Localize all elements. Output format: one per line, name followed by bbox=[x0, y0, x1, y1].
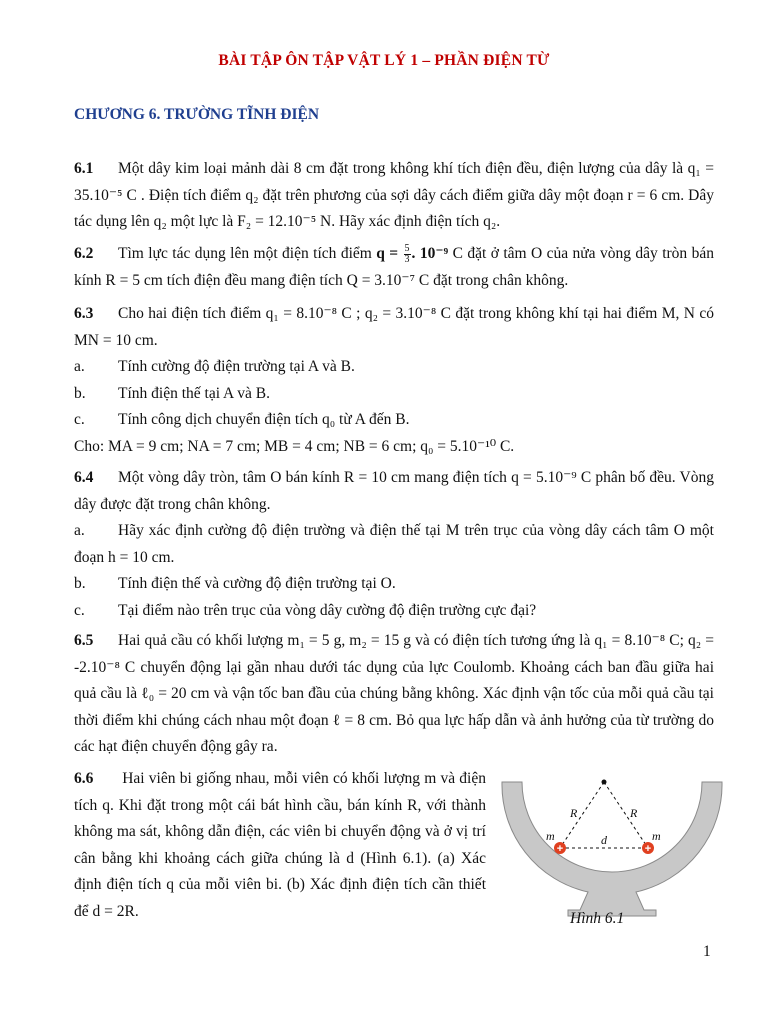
plus-right-label: + bbox=[644, 843, 652, 855]
exercise-number: 6.2 bbox=[74, 245, 94, 262]
item-label: a. bbox=[74, 522, 85, 539]
radius-line-right bbox=[604, 782, 648, 848]
exercise-number: 6.3 bbox=[74, 305, 94, 322]
fraction-denominator: 3 bbox=[404, 253, 410, 265]
radius-label-left: R bbox=[570, 806, 578, 820]
bowl-shape bbox=[502, 782, 722, 916]
charge-symbol: q = bbox=[376, 245, 403, 262]
item-text: Tính cường độ điện trường tại A và B. bbox=[118, 358, 355, 375]
exercise-text: Một vòng dây tròn, tâm O bán kính R = 10 cm mang điện tích q = 5.10⁻⁹ C phân bố đều. Vòng dây được đặt trong chân không. bbox=[74, 469, 714, 513]
exercise-text: Cho hai điện tích điểm q₁ = 8.10⁻⁸ C ; q₂ = 3.10⁻⁸ C đặt trong không khí tại hai điểm M, N có MN = 10 cm. bbox=[74, 305, 714, 349]
exercise-6-4 bbox=[74, 465, 714, 624]
item-label: b. bbox=[74, 575, 86, 592]
fraction bbox=[404, 244, 411, 265]
item-text: Tại điểm nào trên trục của vòng dây cường độ điện trường cực đại? bbox=[118, 601, 537, 619]
exercise-text: Một dây kim loại mảnh dài 8 cm đặt trong không khí tích điện đều, điện lượng của dây là q₁ = 35.10⁻⁵ C . Điện tích điểm q₂ đặt trên phương của sợi dây cách điểm giữa dây một đoạn r = 6 cm. Dây tác dụng lên q₂ một lực là F₂ = 12.10⁻⁵ N. Hãy xác định điện tích q₂. bbox=[74, 160, 714, 230]
item-label: c. bbox=[74, 411, 85, 428]
chapter-heading: CHƯƠNG 6. TRƯỜNG TĨNH ĐIỆN bbox=[74, 106, 320, 123]
radius-line-left bbox=[560, 782, 604, 848]
power-term: . 10⁻⁹ bbox=[411, 245, 449, 262]
item-text: Tính công dịch chuyển điện tích q₀ từ A đến B. bbox=[118, 411, 410, 428]
radius-label-right: R bbox=[630, 806, 638, 820]
exercise-number: 6.4 bbox=[74, 469, 94, 486]
fraction-numerator: 5 bbox=[404, 242, 410, 254]
item-text: Hãy xác định cường độ điện trường và điện thế tại M trên trục của vòng dây cách tâm O một đoạn h = 10 cm. bbox=[74, 522, 714, 566]
exercise-number: 6.5 bbox=[74, 632, 94, 649]
exercise-6-2 bbox=[74, 241, 714, 294]
exercise-6-6 bbox=[74, 766, 486, 925]
item-label: b. bbox=[74, 384, 86, 402]
exercise-number: 6.6 bbox=[74, 770, 94, 787]
exercise-6-1 bbox=[74, 156, 714, 236]
item-label: c. bbox=[74, 601, 85, 619]
exercise-text: Hai quả cầu có khối lượng m₁ = 5 g, m₂ = 15 g và có điện tích tương ứng là q₁ = 8.10⁻⁸ C; q₂ = -2.10⁻⁸ C chuyển động lại gần nhau dưới tác dụng của lực Coulomb. Khoảng cách ban đầu giữa hai quả cầu là ℓ₀ = 20 cm và vận tốc ban đầu của chúng bằng không. Xác định vận tốc của mỗi quả cầu tại thời điểm khi chúng cách nhau một đoạn ℓ = 8 cm. Bỏ qua lực hấp dẫn và ảnh hưởng của từ trường do các hạt điện chuyển động gây ra. bbox=[74, 632, 714, 755]
distance-label: d bbox=[601, 833, 607, 847]
given-values: Cho: MA = 9 cm; NA = 7 cm; MB = 4 cm; NB = 6 cm; q₀ = 5.10⁻¹⁰ C. bbox=[74, 437, 515, 455]
figure-caption: Hình 6.1 bbox=[570, 910, 625, 927]
exercise-6-5 bbox=[74, 628, 714, 761]
exercise-6-3 bbox=[74, 301, 714, 460]
item-label: a. bbox=[74, 358, 85, 375]
exercise-text: Hai viên bi giống nhau, mỗi viên có khối lượng m và điện tích q. Khi đặt trong một cái bát hình cầu, bán kính R, với thành không ma sát, không dẫn điện, các viên bi chuyển động và ở vị trí cân bằng khi khoảng cách giữa chúng là d (Hình 6.1). (a) Xác định điện tích q của mỗi viên bi. (b) Xác định điện tích cần thiết để d = 2R. bbox=[74, 770, 486, 920]
page-title: BÀI TẬP ÔN TẬP VẬT LÝ 1 – PHẦN ĐIỆN TỪ bbox=[218, 52, 550, 69]
item-text: Tính điện thế tại A và B. bbox=[118, 384, 270, 402]
mass-label-left: m bbox=[546, 829, 555, 843]
exercise-number: 6.1 bbox=[74, 160, 94, 177]
exercise-text-pre: Tìm lực tác dụng lên một điện tích điểm bbox=[118, 245, 377, 262]
exercise-text-post: C đặt ở tâm O của nửa vòng dây tròn bán kính R = 5 cm tích điện đều mang điện tích Q = 3.10⁻⁷ C đặt trong chân không. bbox=[74, 245, 714, 289]
item-text: Tính điện thế và cường độ điện trường tại O. bbox=[118, 575, 396, 592]
mass-label-right: m bbox=[652, 829, 661, 843]
plus-left-label: + bbox=[556, 843, 564, 855]
page-number: 1 bbox=[703, 943, 711, 960]
